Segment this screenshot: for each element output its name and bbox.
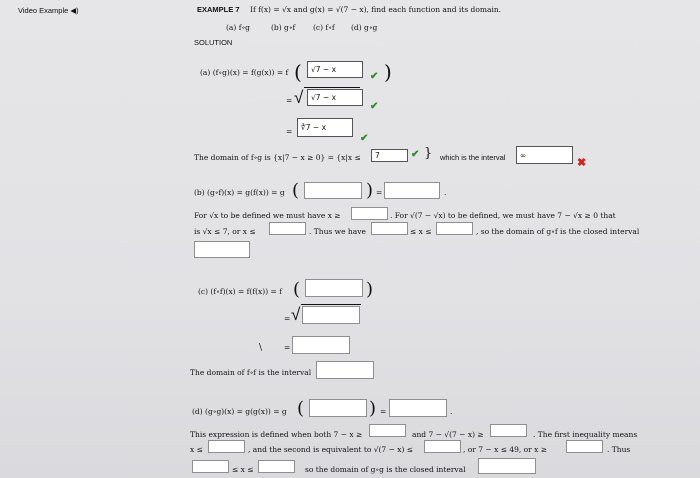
part-d-text3: . The first inequality means xyxy=(533,430,638,439)
mouse-cursor-icon: \ xyxy=(259,343,263,353)
open-paren: ( xyxy=(292,180,300,201)
close-paren: ) xyxy=(369,398,377,419)
part-b-input-interval[interactable] xyxy=(194,241,250,258)
close-paren: ) xyxy=(366,180,374,201)
close-paren: ) xyxy=(384,60,392,84)
radical-bar xyxy=(304,87,360,88)
equals-sign: = xyxy=(286,127,293,136)
solution-label: SOLUTION xyxy=(194,38,233,47)
radical-bar xyxy=(301,304,361,305)
part-a-answer-3[interactable]: ∜7 − x xyxy=(297,118,353,137)
part-b-input-inner[interactable] xyxy=(304,182,362,199)
part-d-input-inner[interactable] xyxy=(309,399,367,417)
part-label-d: (d) g∘g xyxy=(351,23,378,32)
part-c-input-3[interactable] xyxy=(292,336,350,354)
part-d-input-5[interactable] xyxy=(566,440,603,453)
open-paren: ( xyxy=(294,60,302,84)
equals-sign: = xyxy=(376,188,383,197)
part-b-text5: ≤ x ≤ xyxy=(410,227,432,236)
part-label-c: (c) f∘f xyxy=(313,23,335,32)
period: . xyxy=(450,407,453,416)
part-d-text7: . Thus xyxy=(607,445,631,454)
equals-sign: = xyxy=(284,314,291,323)
part-a-line1: (a) (f∘g)(x) = f(g(x)) = f xyxy=(200,68,289,77)
part-b-input-x-min[interactable] xyxy=(351,207,388,220)
part-d-input-lower[interactable] xyxy=(192,460,229,473)
problem-statement: If f(x) = √x and g(x) = √(7 − x), find each function and its domain. xyxy=(250,5,502,14)
part-d-input-3[interactable] xyxy=(208,440,245,453)
part-c-line1: (c) (f∘f)(x) = f(f(x)) = f xyxy=(198,287,282,296)
part-b-text2: . For √(7 − √x) to be defined, we must have 7 − √x ≥ 0 that xyxy=(390,211,616,220)
close-brace: } xyxy=(424,146,433,161)
part-d-line1: (d) (g∘g)(x) = g(g(x)) = g xyxy=(192,407,287,416)
part-d-input-result[interactable] xyxy=(389,399,447,417)
part-b-text4: . Thus we have xyxy=(309,227,366,236)
interval-text: which is the interval xyxy=(440,153,506,162)
part-b-text6: , so the domain of g∘f is the closed interval xyxy=(476,227,640,236)
equals-sign: = xyxy=(284,343,291,352)
part-b-input-result[interactable] xyxy=(384,182,440,199)
part-b-text3: is √x ≤ 7, or x ≤ xyxy=(194,227,256,236)
part-c-input-1[interactable] xyxy=(305,279,363,297)
part-d-input-1[interactable] xyxy=(369,424,406,437)
check-icon: ✔ xyxy=(360,133,369,144)
part-d-text5: , and the second is equivalent to √(7 − x) ≤ xyxy=(248,445,414,454)
part-d-input-2[interactable] xyxy=(490,424,527,437)
part-d-text6: , or 7 − x ≤ 49, or x ≥ xyxy=(463,445,548,454)
part-d-input-upper[interactable] xyxy=(258,460,295,473)
part-label-b: (b) g∘f xyxy=(271,23,296,32)
part-a-domain-text: The domain of f∘g is {x|7 − x ≥ 0} = {x|x ≤ xyxy=(194,153,361,162)
part-a-answer-1[interactable]: √7 − x xyxy=(307,61,363,78)
part-d-text8: ≤ x ≤ xyxy=(232,465,254,474)
period: . xyxy=(444,188,447,197)
part-c-input-interval[interactable] xyxy=(316,361,374,379)
part-d-text2: and 7 − √(7 − x) ≥ xyxy=(412,430,484,439)
check-icon: ✔ xyxy=(370,101,379,112)
part-a-answer-2[interactable]: √7 − x xyxy=(307,89,363,106)
equals-sign: = xyxy=(286,96,293,105)
part-c-domain-text: The domain of f∘f is the interval xyxy=(190,368,312,377)
check-icon: ✔ xyxy=(370,71,379,82)
part-a-domain-answer[interactable]: 7 xyxy=(371,149,408,162)
part-d-text4: x ≤ xyxy=(190,445,203,454)
speaker-icon: ◀) xyxy=(70,6,79,15)
open-paren: ( xyxy=(293,279,301,300)
open-paren: ( xyxy=(297,398,305,419)
part-d-input-4[interactable] xyxy=(424,440,461,453)
part-b-text1: For √x to be defined we must have x ≥ xyxy=(194,211,341,220)
equals-sign: = xyxy=(380,407,387,416)
part-b-input-lower[interactable] xyxy=(371,222,408,235)
part-d-input-interval[interactable] xyxy=(478,458,536,474)
close-paren: ) xyxy=(366,279,374,300)
video-example-link[interactable]: Video Example ◀) xyxy=(18,6,79,15)
part-b-input-x-max[interactable] xyxy=(269,222,306,235)
part-a-interval-answer[interactable]: ∞ xyxy=(516,146,573,164)
sqrt-symbol: √ xyxy=(291,305,301,324)
incorrect-icon: ✖ xyxy=(577,157,587,169)
part-label-a: (a) f∘g xyxy=(226,23,250,32)
sqrt-symbol: √ xyxy=(294,88,304,107)
part-c-input-2[interactable] xyxy=(302,306,360,324)
part-d-text1: This expression is defined when both 7 − x ≥ xyxy=(190,430,363,439)
check-icon: ✔ xyxy=(411,149,420,160)
part-b-line1: (b) (g∘f)(x) = g(f(x)) = g xyxy=(194,188,285,197)
example-title: EXAMPLE 7 xyxy=(197,5,240,14)
part-b-input-upper[interactable] xyxy=(436,222,473,235)
part-d-text9: so the domain of g∘g is the closed interval xyxy=(305,465,466,474)
